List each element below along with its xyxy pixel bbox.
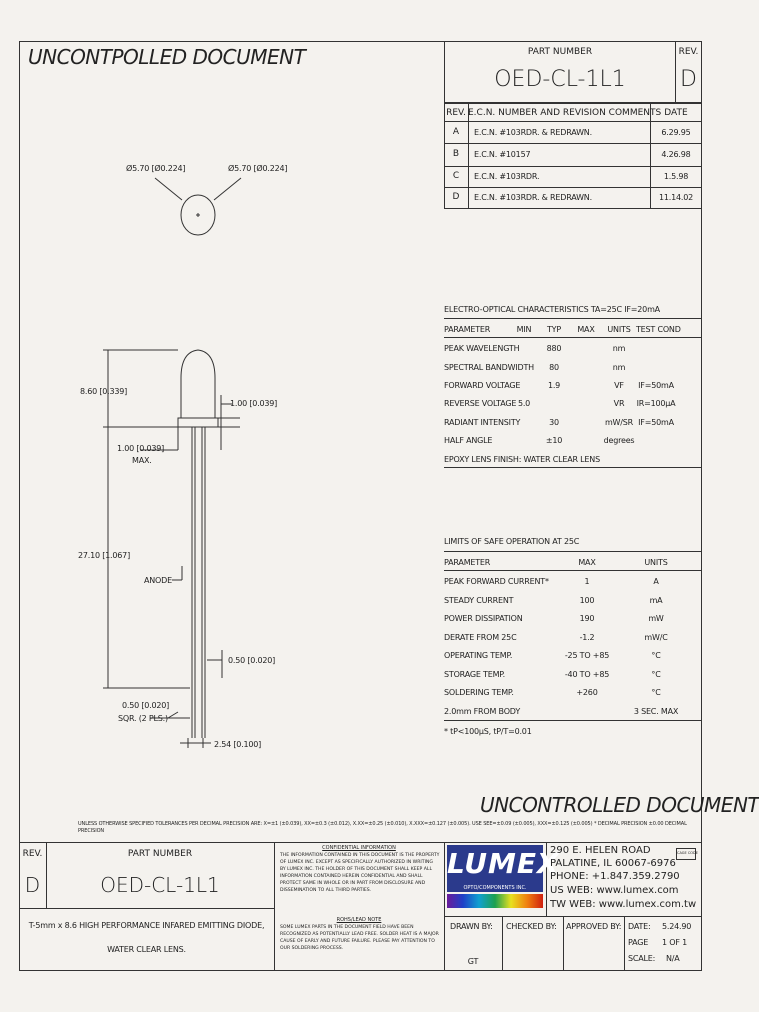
limits-header-max: MAX	[578, 558, 596, 567]
eo-header-parameter: PARAMETER	[444, 325, 491, 334]
limits-footnote: * tP<100μS, tP/T=0.01	[444, 727, 532, 736]
dim-lead-spacing: 2.54 [0.100]	[214, 740, 262, 749]
limits-title: LIMITS OF SAFE OPERATION AT 25C	[444, 537, 580, 546]
page-label: PAGE	[628, 938, 649, 947]
description-line-2: WATER CLEAR LENS.	[107, 945, 186, 954]
limits-row-max: 100	[579, 596, 595, 605]
revision-row-d-comment: E.C.N. #103RDR. & REDRAWN.	[474, 193, 592, 202]
eo-row-test-cond: IF=50mA	[638, 381, 674, 390]
date-value: 5.24.90	[662, 922, 692, 931]
tw-web[interactable]: TW WEB: www.lumex.com.tw	[550, 899, 697, 910]
revision-row-c-date: 1.5.98	[663, 172, 689, 181]
revision-row-a-comment: E.C.N. #103RDR. & REDRAWN.	[474, 128, 592, 137]
dim-max-label: MAX.	[132, 456, 152, 465]
electro-optical-title: ELECTRO-OPTICAL CHARACTERISTICS TA=25C IF=20mA	[444, 305, 660, 314]
limits-row-param: OPERATING TEMP.	[444, 651, 513, 660]
limits-row-units: °C	[651, 651, 661, 660]
title-block-rev-label: REV.	[22, 849, 43, 859]
limits-header-units: UNITS	[644, 558, 668, 567]
diameter-right-label: Ø5.70 [Ø0.224]	[228, 164, 288, 173]
limits-row-units: 3 SEC. MAX	[633, 707, 679, 716]
rev-value: D	[680, 67, 697, 92]
limits-row-max: 1	[584, 577, 590, 586]
limits-row-param: PEAK FORWARD CURRENT*	[444, 577, 549, 586]
eo-row-typ: ±10	[545, 436, 563, 445]
revision-row-b-comment: E.C.N. #10157	[474, 150, 531, 159]
limits-row-param: STEADY CURRENT	[444, 596, 514, 605]
eo-row-param: FORWARD VOLTAGE	[444, 381, 521, 390]
limits-row-max: -40 TO +85	[564, 670, 610, 679]
limits-row-max: -1.2	[579, 633, 595, 642]
scale-label: SCALE:	[628, 954, 656, 963]
title-block-rev-value: D	[24, 873, 41, 897]
eo-header-typ: TYP	[547, 325, 561, 334]
revision-header-rev: REV.	[446, 108, 466, 118]
confidential-title: CONFIDENTIAL INFORMATION	[322, 845, 396, 851]
eo-header-max: MAX	[577, 325, 595, 334]
rohs-body: SOME LUMEX PARTS IN THE DOCUMENT FIELD HAVE BEEN RECOGNIZED AS POTENTIALLY LEAD FREE. SOLDER HEAT IS A MAJOR CAUSE OF EARLY AND FUTURE FAILURE. PLEASE PAY ATTENTION TO OUR SOLDERING PROCESS.	[280, 925, 439, 951]
limits-row-units: °C	[651, 670, 661, 679]
limits-row-param: 2.0mm FROM BODY	[444, 707, 521, 716]
date-label: DATE:	[628, 922, 651, 931]
limits-row-max: 190	[579, 614, 595, 623]
eo-row-units: mW/SR	[604, 418, 634, 427]
part-number-label: PART NUMBER	[527, 47, 593, 57]
anode-label: ANODE	[144, 576, 172, 585]
led-body-outline	[181, 350, 215, 418]
revision-row-d-date: 11.14.02	[658, 193, 694, 202]
dim-flange-right: 1.00 [0.039]	[230, 399, 278, 408]
spectrum-bar	[447, 894, 543, 908]
confidential-body: THE INFORMATION CONTAINED IN THIS DOCUMENT IS THE PROPERTY OF LUMEX INC. EXCEPT AS SPECIFICALLY AUTHORIZED IN WRITING BY LUMEX INC. THE HOLDER OF THIS DOCUMENT SHALL KEEP ALL INFORMATION CONTAINED HEREIN CONFIDENTIAL AND SHALL PROTECT SAME IN WHOLE OR IN PART FROM DISCLOSURE AND DISSEMINATION TO ALL THIRD PARTIES.	[280, 853, 440, 893]
title-block-part-number-label: PART NUMBER	[127, 849, 193, 859]
eo-row-param: PEAK WAVELENGTH	[444, 344, 520, 353]
uncontrolled-document-bottom: UNCONTROLLED DOCUMENT	[480, 793, 759, 817]
eo-header-units: UNITS	[607, 325, 631, 334]
eo-row-test-cond: IF=50mA	[638, 418, 674, 427]
eo-row-min: 5.0	[517, 399, 531, 408]
scale-value: N/A	[666, 954, 680, 963]
tolerance-note: UNLESS OTHERWISE SPECIFIED TOLERANCES PER DECIMAL PRECISION ARE: X=±1 (±0.039), XX=±0.3 (±0.012), X.XX=±0.25 (±0.010), X.XXX=±0.127 (±0.005). USE SEE=±0.09 (±0.005), XXX=±0.125 (±0.005) * DECIMAL PRECISION ±0.00 DECIMAL PRECISION	[78, 821, 687, 834]
page-value: 1 OF 1	[662, 938, 687, 947]
drawn-by-label: DRAWN BY:	[450, 922, 493, 931]
phone: PHONE: +1.847.359.2790	[550, 871, 680, 882]
limits-row-param: SOLDERING TEMP.	[444, 688, 514, 697]
eo-row-param: REVERSE VOLTAGE	[444, 399, 517, 408]
dim-flange-left: 1.00 [0.039]	[117, 444, 165, 453]
revision-header-comments: E.C.N. NUMBER AND REVISION COMMENTS	[468, 108, 662, 118]
limits-row-units: °C	[651, 688, 661, 697]
limits-row-units: mW/C	[644, 633, 668, 642]
epoxy-lens-finish: EPOXY LENS FINISH: WATER CLEAR LENS	[444, 455, 600, 464]
lumex-logo-text: LUMEX	[447, 847, 560, 880]
approved-by-label: APPROVED BY:	[566, 922, 622, 931]
dim-body-height: 8.60 [0.339]	[80, 387, 128, 396]
title-block-part-number: OED-CL-1L1	[100, 873, 220, 897]
revision-row-c-comment: E.C.N. #103RDR.	[474, 172, 540, 181]
eo-row-test-cond: IR=100μA	[636, 399, 676, 408]
limits-row-param: POWER DISSIPATION	[444, 614, 523, 623]
eo-row-typ: 1.9	[547, 381, 561, 390]
eo-row-param: SPECTRAL BANDWIDTH	[444, 363, 534, 372]
eo-header-test-cond: TEST COND	[636, 325, 681, 334]
dim-lead-width-right: 0.50 [0.020]	[228, 656, 276, 665]
eo-row-units: degrees	[603, 436, 635, 445]
eo-row-typ: 30	[549, 418, 559, 427]
eo-row-typ: 880	[546, 344, 562, 353]
eo-row-units: VF	[614, 381, 624, 390]
limits-header-parameter: PARAMETER	[444, 558, 491, 567]
rohs-title: ROHS/LEAD NOTE	[336, 917, 382, 923]
dim-lead-width-left: 0.50 [0.020]	[122, 701, 170, 710]
dim-sqr-label: SQR. (2 PLS.)	[118, 714, 168, 723]
uncontrolled-document-top: UNCONTPOLLED DOCUMENT	[28, 45, 306, 69]
revision-row-b-rev: B	[452, 149, 460, 159]
limits-row-param: DERATE FROM 25C	[444, 633, 517, 642]
revision-row-b-date: 4.26.98	[661, 150, 691, 159]
revision-row-a-rev: A	[452, 127, 460, 137]
revision-row-c-rev: C	[452, 171, 460, 181]
limits-row-units: A	[653, 577, 659, 586]
address-line-1: 290 E. HELEN ROAD	[550, 845, 651, 856]
us-web[interactable]: US WEB: www.lumex.com	[550, 885, 679, 896]
lumex-tagline: OPTO/COMPONENTS INC.	[463, 885, 527, 891]
cage-code: CAGE CODE	[677, 851, 698, 855]
limits-row-max: +260	[576, 688, 598, 697]
description-line-1: T-5mm x 8.6 HIGH PERFORMANCE INFARED EMITTING DIODE,	[28, 921, 265, 930]
diameter-left-label: Ø5.70 [Ø0.224]	[126, 164, 186, 173]
eo-row-units: VR	[613, 399, 625, 408]
eo-row-param: RADIANT INTENSITY	[444, 418, 521, 427]
limits-row-max: -25 TO +85	[564, 651, 610, 660]
revision-row-a-date: 6.29.95	[661, 128, 691, 137]
checked-by-label: CHECKED BY:	[506, 922, 557, 931]
eo-row-units: nm	[612, 344, 626, 353]
eo-row-typ: 80	[549, 363, 559, 372]
revision-row-d-rev: D	[452, 192, 460, 202]
revision-header-date: DATE	[664, 108, 688, 118]
address-line-2: PALATINE, IL 60067-6976	[550, 858, 676, 869]
part-number-value: OED-CL-1L1	[494, 67, 626, 92]
eo-header-min: MIN	[516, 325, 532, 334]
limits-row-units: mA	[649, 596, 663, 605]
lumex-logo	[447, 845, 560, 911]
drawn-by-value: GT	[467, 957, 479, 966]
eo-row-param: HALF ANGLE	[444, 436, 493, 445]
dim-lead-length: 27.10 [1.067]	[78, 551, 130, 560]
limits-row-units: mW	[648, 614, 664, 623]
limits-row-param: STORAGE TEMP.	[444, 670, 505, 679]
eo-row-units: nm	[612, 363, 626, 372]
rev-label: REV.	[678, 47, 699, 57]
